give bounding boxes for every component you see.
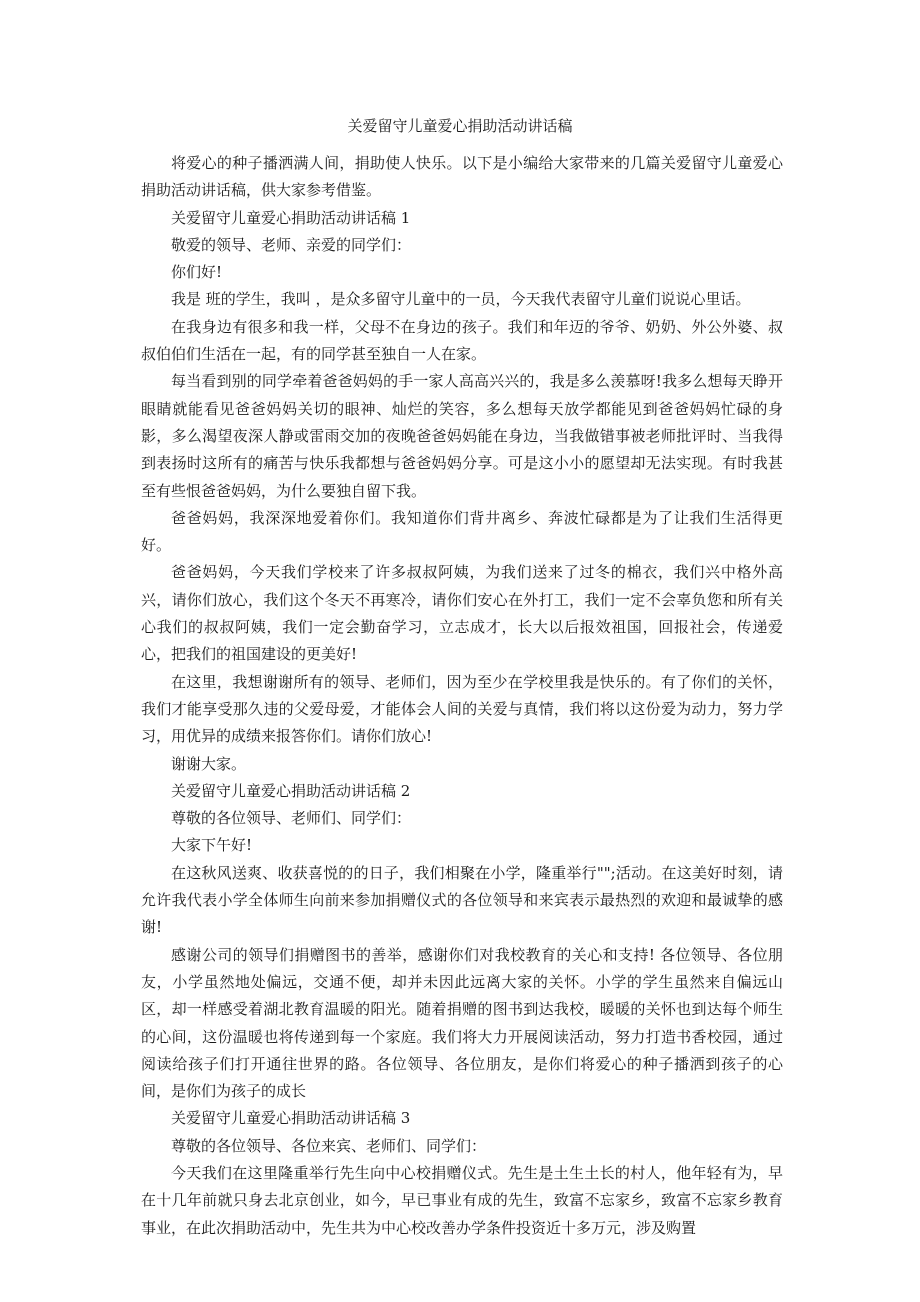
salutation: 尊敬的各位领导、老师们、同学们： [171,809,412,828]
greeting: 你们好! [171,263,223,282]
paragraph: 每当看到别的同学牵着爸爸妈妈的手一家人高高兴兴的，我是多么羡慕呀!我多么想每天睁开眼睛就能看见爸爸妈妈关切的眼神、灿烂的笑容，多么想每天放学都能见到爸爸妈妈忙碌的身影，多么渴望夜深人静或雷雨交加的夜晚爸爸妈妈能在身边，当我做错事被老师批评时、当我得到表扬时这所有的痛苦与快乐我都想与爸爸妈妈分享。可是这小小的愿望却无法实现。有时我甚至有些恨爸爸妈妈，为什么要独自留下我。 [141,372,783,500]
paragraph: 将爱心的种子播洒满人间，捐助使人快乐。以下是小编给大家带来的几篇关爱留守儿童爱心捐助活动讲话稿，供大家参考借鉴。 [141,154,783,200]
paragraph: 今天我们在这里隆重举行先生向中心校捐赠仪式。先生是土生土长的村人，他年轻有为，早在十几年前就只身去北京创业，如今，早已事业有成的先生，致富不忘家乡，致富不忘家乡教育事业，在此次捐助活动中，先生共为中心校改善办学条件投资近十多万元，涉及购置 [141,1163,783,1237]
document-title: 关爱留守儿童爱心捐助活动讲话稿 [347,117,573,135]
paragraph: 爸爸妈妈，我深深地爱着你们。我知道你们背井离乡、奔波忙碌都是为了让我们生活得更好。 [141,508,783,555]
paragraph: 在我身边有很多和我一样，父母不在身边的孩子。我们和年迈的爷爷、奶奶、外公外婆、叔叔伯伯们生活在一起，有的同学甚至独自一人在家。 [141,317,783,364]
salutation: 敬爱的领导、老师、亲爱的同学们： [171,235,412,254]
section-heading: 关爱留守儿童爱心捐助活动讲话稿 2 [171,781,411,800]
closing: 谢谢大家。 [171,754,247,773]
document-body [141,150,783,1242]
paragraph: 爸爸妈妈，今天我们学校来了许多叔叔阿姨，为我们送来了过冬的棉衣，我们兴中格外高兴，请你们放心，我们这个冬天不再寒冷，请你们安心在外打工，我们一定不会辜负您和所有关心我们的叔叔阿姨，我们一定会勤奋学习，立志成才，长大以后报效祖国，回报社会，传递爱心，把我们的祖国建设的更美好! [141,563,783,664]
section-heading: 关爱留守儿童爱心捐助活动讲话稿 3 [171,1109,411,1128]
paragraph: 感谢公司的领导们捐赠图书的善举，感谢你们对我校教育的关心和支持! 各位领导、各位朋友，小学虽然地处偏远，交通不便，却并未因此远离大家的关怀。小学的学生虽然来自偏远山区，却一样感受着湖北教育温暖的阳光。随着捐赠的图书到达我校，暖暖的关怀也到达每个师生的心间，这份温暖也将传递到每一个家庭。我们将大力开展阅读活动，努力打造书香校园，通过阅读给孩子们打开通往世界的路。各位领导、各位朋友，是你们将爱心的种子播洒到孩子的心间，是你们为孩子的成长 [141,945,783,1101]
paragraph: 在这里，我想谢谢所有的领导、老师们，因为至少在学校里我是快乐的。有了你们的关怀，我们才能享受那久违的父爱母爱，才能体会人间的关爱与真情，我们将以这份爱为动力，努力学习，用优异的成绩来报答你们。请你们放心! [141,672,783,746]
section-heading: 关爱留守儿童爱心捐助活动讲话稿 1 [171,208,411,227]
paragraph: 我是 班的学生，我叫 ，是众多留守儿童中的一员，今天我代表留守儿童们说说心里话。 [171,290,751,309]
paragraph: 在这秋风送爽、收获喜悦的的日子，我们相聚在小学，隆重举行"";活动。在这美好时刻，请允许我代表小学全体师生向前来参加捐赠仪式的各位领导和来宾表示最热烈的欢迎和最诚挚的感谢! [141,863,783,937]
greeting: 大家下午好! [171,836,253,855]
salutation: 尊敬的各位领导、各位来宾、老师们、同学们： [171,1136,487,1155]
